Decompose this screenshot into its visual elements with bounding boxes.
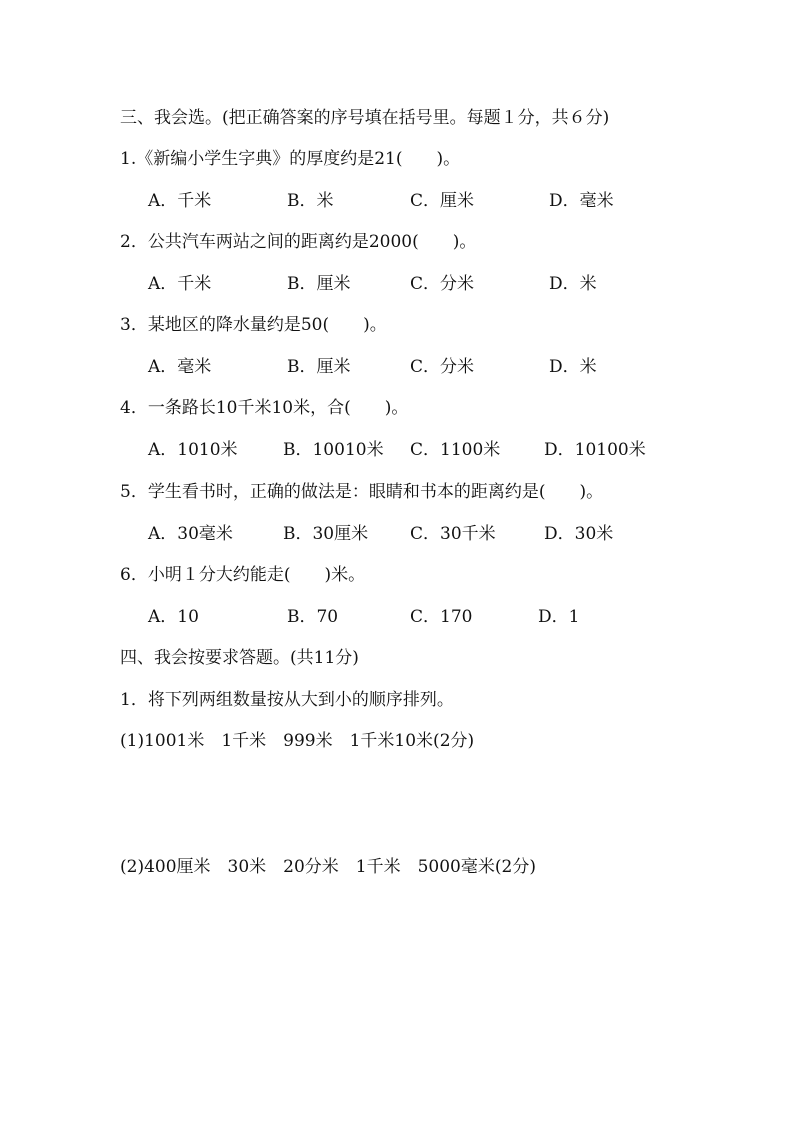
option-b[interactable]: B．30厘米 <box>283 524 369 544</box>
option-a[interactable]: A．千米 <box>148 274 212 294</box>
option-a[interactable]: A．10 <box>148 607 199 627</box>
option-b[interactable]: B．米 <box>287 191 334 211</box>
option-c[interactable]: C．厘米 <box>410 191 475 211</box>
option-c[interactable]: C．1100米 <box>410 440 501 460</box>
option-a[interactable]: A．1010米 <box>148 440 238 460</box>
option-d[interactable]: D．毫米 <box>549 191 614 211</box>
option-c[interactable]: C．170 <box>410 607 473 627</box>
sub-question-1: (1)1001米 1千米 999米 1千米10米(2分) <box>120 731 475 751</box>
option-a[interactable]: A．毫米 <box>148 357 212 377</box>
option-c[interactable]: C．30千米 <box>410 524 496 544</box>
sub-question-2: (2)400厘米 30米 20分米 1千米 5000毫米(2分) <box>120 857 536 877</box>
question-1-stem: 1.《新编小学生字典》的厚度约是21( )。 <box>120 149 461 169</box>
question-2-stem: 2．公共汽车两站之间的距离约是2000( )。 <box>120 232 477 252</box>
option-d[interactable]: D．米 <box>549 274 597 294</box>
question-6-stem: 6．小明１分大约能走( )米。 <box>120 565 366 585</box>
answer-area-2[interactable] <box>120 890 680 1010</box>
section-4-question-1: 1．将下列两组数量按从大到小的顺序排列。 <box>120 690 454 710</box>
option-d[interactable]: D．米 <box>549 357 597 377</box>
option-c[interactable]: C．分米 <box>410 274 475 294</box>
section-4-title: 四、我会按要求答题。(共11分) <box>120 648 359 668</box>
question-3-stem: 3．某地区的降水量约是50( )。 <box>120 315 387 335</box>
question-5-stem: 5．学生看书时，正确的做法是：眼睛和书本的距离约是( )。 <box>120 482 604 502</box>
option-c[interactable]: C．分米 <box>410 357 475 377</box>
option-b[interactable]: B．70 <box>287 607 339 627</box>
option-d[interactable]: D．1 <box>538 607 580 627</box>
option-b[interactable]: B．厘米 <box>287 274 351 294</box>
section-3-title: 三、我会选。(把正确答案的序号填在括号里。每题１分，共６分) <box>120 108 610 128</box>
option-d[interactable]: D．30米 <box>544 524 614 544</box>
option-a[interactable]: A．千米 <box>148 191 212 211</box>
option-b[interactable]: B．10010米 <box>283 440 384 460</box>
option-a[interactable]: A．30毫米 <box>148 524 233 544</box>
question-4-stem: 4．一条路长10千米10米，合( )。 <box>120 398 409 418</box>
option-d[interactable]: D．10100米 <box>544 440 646 460</box>
answer-area-1[interactable] <box>120 762 680 842</box>
option-b[interactable]: B．厘米 <box>287 357 351 377</box>
